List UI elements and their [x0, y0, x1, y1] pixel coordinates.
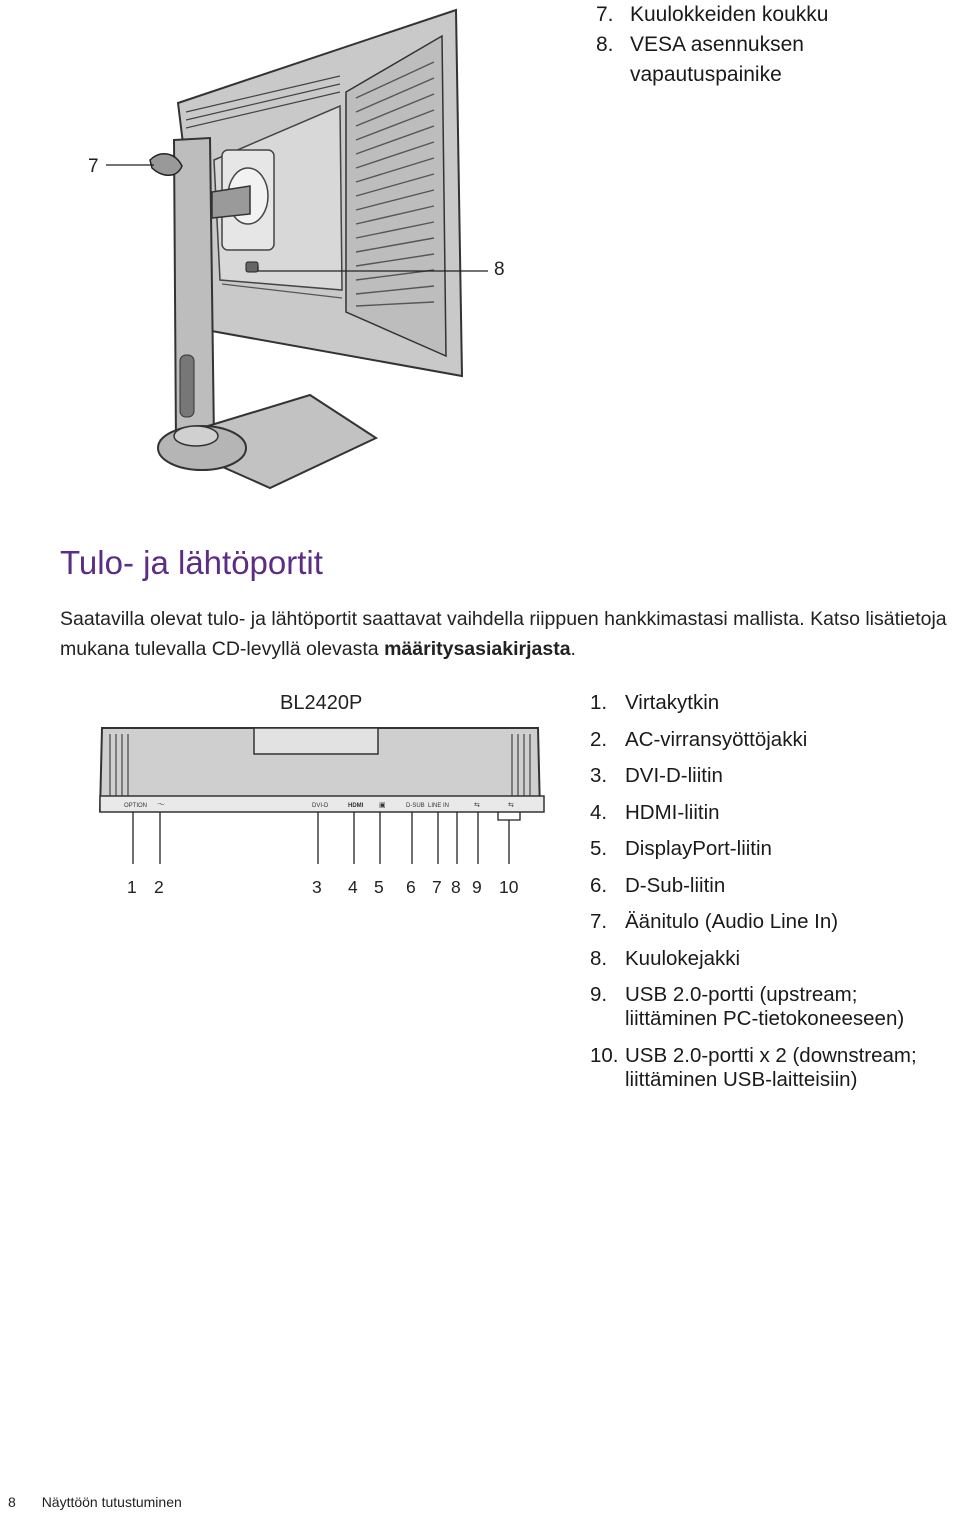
section-title: Tulo- ja lähtöportit	[60, 544, 323, 581]
list-item: 8. Kuulokejakki	[590, 946, 741, 970]
model-label: BL2420P	[280, 692, 363, 714]
diagram-callout-4: 4	[348, 877, 358, 897]
port-label-option: OPTION	[124, 803, 148, 809]
diagram-callout-3: 3	[312, 877, 322, 897]
usb-up-symbol: ⇆	[474, 802, 480, 809]
doc-reference: määritysasiakirjasta	[384, 638, 571, 660]
list-item: vapautuspainike	[630, 63, 782, 86]
list-item: 2. AC-virransyöttöjakki	[590, 727, 808, 751]
list-item: 3. DVI-D-liitin	[590, 764, 723, 787]
diagram-callout-5: 5	[374, 877, 384, 897]
port-list	[590, 691, 917, 1104]
port-label-dsub: D-SUB	[406, 803, 425, 809]
usb-down-symbol: ⇆	[508, 802, 514, 809]
ac-symbol: 〜	[157, 800, 165, 809]
port-label-linein: LINE IN	[428, 803, 450, 809]
diagram-callout-10: 10	[499, 877, 519, 897]
diagram-callout-7: 7	[432, 877, 442, 897]
page-footer	[8, 1494, 204, 1510]
port-label-hdmi: HDMI	[348, 803, 364, 809]
callout-lines	[133, 812, 520, 864]
list-item: 6. D-Sub-liitin	[590, 873, 726, 897]
monitor-side-panel	[346, 36, 446, 356]
top-list	[596, 0, 828, 90]
monitor-illustration	[0, 0, 560, 500]
diagram-callout-8: 8	[451, 877, 461, 897]
list-item: 8. VESA asennuksen	[596, 33, 804, 56]
page-number: 8	[8, 1494, 16, 1510]
stand-swivel	[174, 426, 218, 446]
callout-8: 8	[494, 259, 505, 280]
stand-recess	[254, 728, 378, 754]
list-item: 4. HDMI-liitin	[590, 800, 720, 824]
diagram-callout-9: 9	[472, 877, 482, 897]
diagram-callout-2: 2	[154, 877, 164, 897]
stand-arm	[212, 186, 250, 218]
list-item: 7. Äänitulo (Audio Line In)	[590, 910, 839, 933]
port-label-dvi: DVI-D	[312, 803, 329, 809]
port-diagram	[0, 716, 560, 906]
vesa-release-button	[246, 262, 258, 272]
cable-slot	[180, 355, 194, 417]
section-paragraph: Saatavilla olevat tulo- ja lähtöportit saattavat vaihdella riippuen hankkimastasi mallista. Katso lisätietoja mukana tulevalla CD-levyllä olevasta määritysasiakirjasta.	[60, 608, 947, 660]
diagram-callout-1: 1	[127, 877, 137, 897]
list-item: 1. Virtakytkin	[590, 691, 720, 714]
list-item: 10. USB 2.0-portti x 2 (downstream; liittäminen USB-laitteisiin)	[590, 1043, 917, 1091]
list-item: 5. DisplayPort-liitin	[590, 837, 772, 860]
list-item: 9. USB 2.0-portti (upstream; liittäminen PC-tietokoneeseen)	[590, 983, 905, 1030]
displayport-symbol: ▣	[379, 802, 386, 809]
list-item: 7. Kuulokkeiden koukku	[596, 3, 829, 26]
diagram-callout-6: 6	[406, 877, 416, 897]
callout-7: 7	[88, 156, 99, 177]
footer-section-name: Näyttöön tutustuminen	[41, 1494, 182, 1510]
